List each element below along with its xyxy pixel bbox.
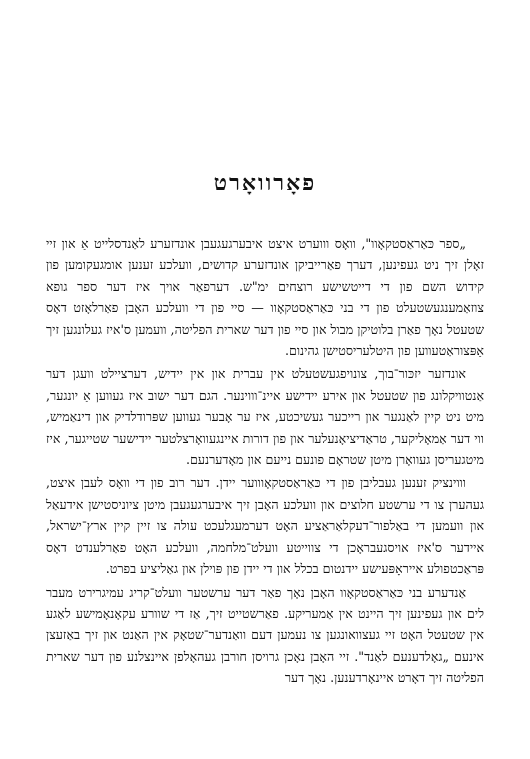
paragraph-1: „ספר כּאַראַסטקאָוו", וואָס וווערט איצט איבערגעגעבן אונדזערע לאַנדסלייט אַ און זיי זאָלן זיך ניט געפינען, דערך פאַרייביקן אונדזערע קדושים, וועלכע זענען אומגעקומען פון קידוש השם פון די דייטשישע רוצחים ימ"ש. דערפאַר אויך איז דער ספר גופא צוזאַמענגעשטעלט פון די בני כּאַראַסטקאָוו — סיי פון די וועלכע האָבן פאַרלאָזט דאָס שטעטל נאָך פאַרן בלוטיקן מבול און סיי פון דער שארית הפליטה, וועמען ס'איז געלונגען זיך אַפּצוראַטעווען פון היטלעריסטישן גהינום. (46, 236, 484, 359)
body-text (46, 233, 484, 689)
paragraph-2: אונדזער יזכּור־בוך, צונויפגעשטעלט אין עברית און אין יידיש, דערציילט וועגן דער אַנטוויקלונג פון שטעטל און אירע יידישע איינ־וווינער. הגם דער ישוב איז געווען אַ יונגער, מיט ניט קיין לאַנגער און רייכער געשיכטע, איז ער אָבער געווען שפּרודלדיק און דינאַמיש, ווי דער אַמאָליקער, טראַדיציאָנעלער און פון דורות איינגעוואָרצלטער יידישער שטייגער, איז מיטגעריסן געוואָרן מיטן שטראָם פונעם נייעם און מאָדערנעם. (46, 366, 484, 468)
page-title: פאָרוואָרט (213, 170, 317, 196)
paragraph-4: אַנדערע בני כּאַראַסטקאָוו האָבן נאָך פאַר דער ערשטער וועלט־קריג עמיגרירט מעבר לים און געפינען זיך היינט אין אַמעריקע. פאַרשטייט זיך, אַז די שוורע עקאָנאָמישע לאַגע אין שטעטל האָט זיי געצוואונגען צו נעמען דעם וואַנדער־שטאָק אין האַנט און זיך באַזעצן אינעם „גאָלדענעם לאַנד". זיי האָבן נאָכן גרויסן חורבן געהאָלפן איינצלנע פון דער שארית הפליטה זיך דאָרט איינאָרדענען. נאָך דער (46, 584, 484, 686)
paragraph-3: וווינציק זענען געבליבן פון די כּאַראַסטקאָוווער יידן. דער רוב פון די וואָס לעבן איצט, געהערן צו די ערשטע חלוצים און וועלכע האָבן זיך איבערגעגעבן מיטן ציוניסטישן אידעאַל און וועמען די באַלפור־דעקלאַראַציע האָט דערמעגלעכט עולה צו זיין קיין ארץ־ישראל, איידער ס'איז אויסגעבראָכן די צווייטע וועלט־מלחמה, וועלכע האָט פאַרלענדט דאָס פּראַכטפולע אייראָפּעישע יידנטום בכלל און די יידן פון פּוילן און גאַליציע בפרט. (46, 475, 484, 577)
